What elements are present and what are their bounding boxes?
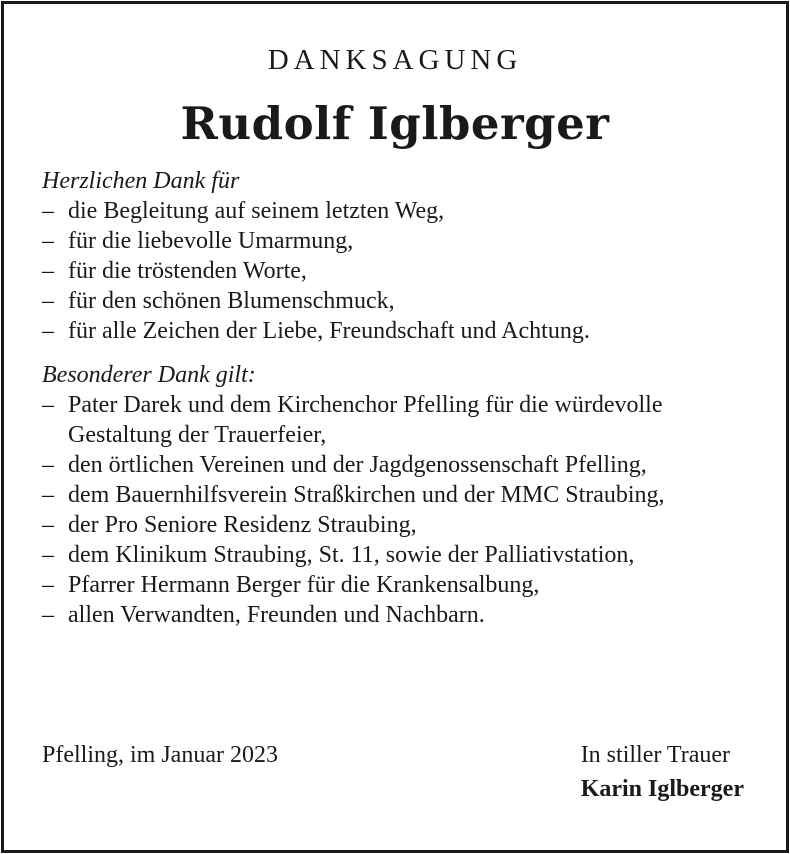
signature-block [581,738,744,806]
deceased-name: Rudolf Iglberger [180,97,610,150]
list-item: – für die tröstenden Worte, [42,256,754,286]
list-item: – für den schönen Blumenschmuck, [42,286,754,316]
list-item: – für alle Zeichen der Liebe, Freundschaft und Achtung. [42,316,754,346]
thanks-list [42,196,754,346]
special-thanks-list [42,390,754,630]
list-item: – den örtlichen Vereinen und der Jagdgenossenschaft Pfelling, [42,450,754,480]
thanks-intro: Herzlichen Dank für [42,168,240,194]
list-item: – für die liebevolle Umarmung, [42,226,754,256]
closing-phrase: In stiller Trauer [580,742,731,768]
list-item: – dem Bauernhilfsverein Straßkirchen und der MMC Straubing, [42,480,754,510]
notice-body [42,166,754,630]
list-item: – dem Klinikum Straubing, St. 11, sowie der Palliativstation, [42,540,754,570]
list-item: – allen Verwandten, Freunden und Nachbarn. [42,600,754,630]
place-date: Pfelling, im Januar 2023 [42,742,278,768]
special-thanks-section [42,360,754,630]
notice-heading: DANKSAGUNG [267,44,523,76]
list-item: – der Pro Seniore Residenz Straubing, [42,510,754,540]
list-item: – die Begleitung auf seinem letzten Weg, [42,196,754,226]
special-thanks-intro: Besonderer Dank gilt: [42,362,256,388]
list-item: – Pater Darek und dem Kirchenchor Pfelling für die würdevolle Gestaltung der Trauerfeier, [42,390,754,450]
signer-name: Karin Iglberger [580,776,744,802]
list-item: – Pfarrer Hermann Berger für die Krankensalbung, [42,570,754,600]
